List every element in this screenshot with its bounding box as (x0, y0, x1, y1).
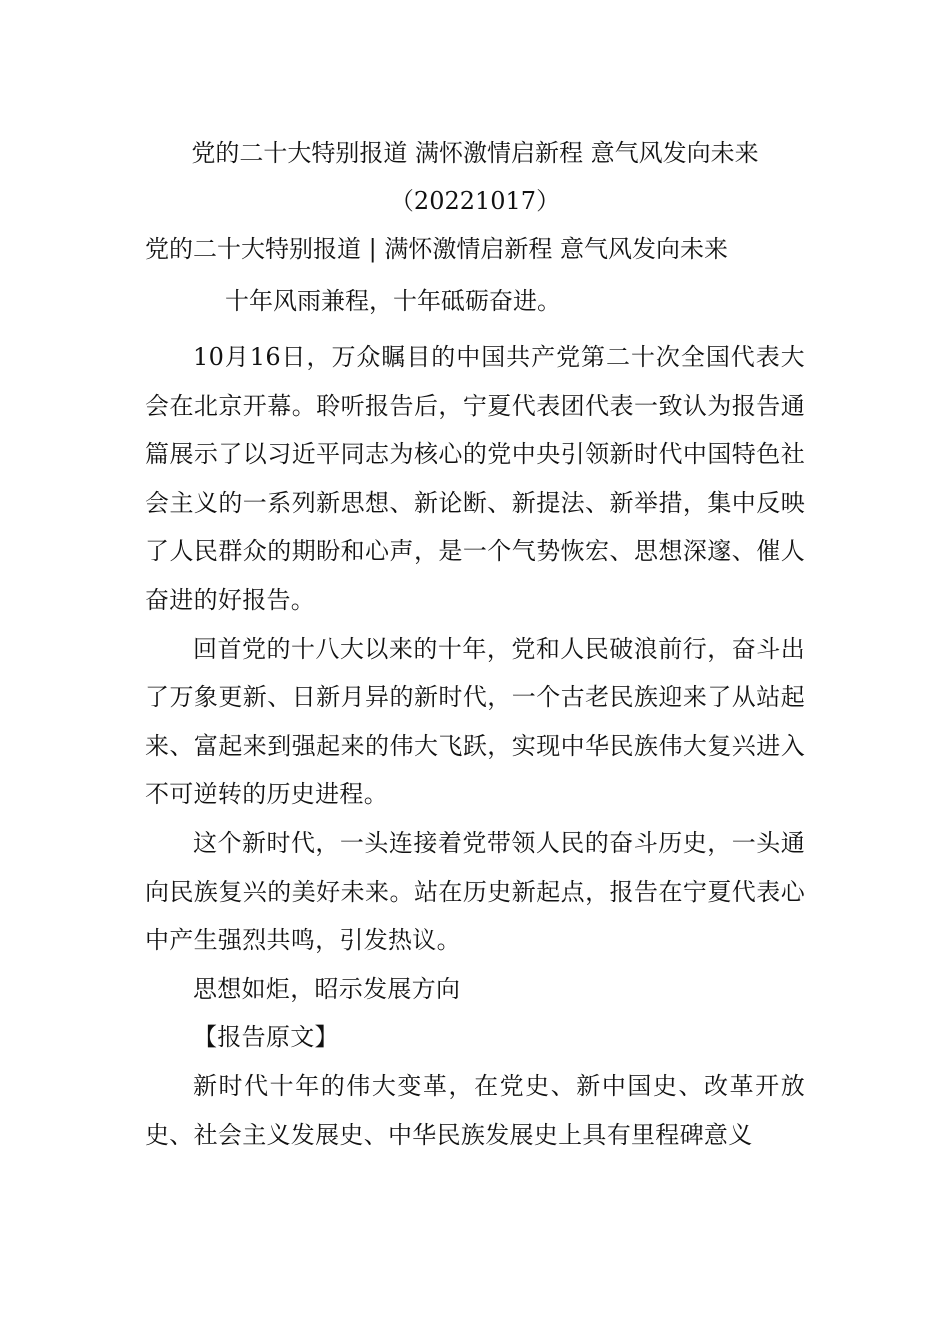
document-title-date: （20221017） (389, 187, 561, 215)
document-title: 党的二十大特别报道 满怀激情启新程 意气风发向未来 (191, 139, 759, 167)
article-body (145, 333, 805, 1159)
section-label: 【报告原文】 (193, 1023, 339, 1052)
paragraph: 10月16日，万众瞩目的中国共产党第二十次全国代表大会在北京开幕。聆听报告后，宁夏代表团代表一致认为报告通篇展示了以习近平同志为核心的党中央引领新时代中国特色社会主义的一系列新思想、新论断、新提法、新举措，集中反映了人民群众的期盼和心声，是一个气势恢宏、思想深邃、催人奋进的好报告。 (145, 343, 805, 614)
lead-sentence: 十年风雨兼程，十年砥砺奋进。 (225, 287, 561, 315)
section-heading: 思想如炬，昭示发展方向 (193, 974, 461, 1003)
document-subtitle: 党的二十大特别报道 | 满怀激情启新程 意气风发向未来 (145, 235, 728, 263)
paragraph: 回首党的十八大以来的十年，党和人民破浪前行，奋斗出了万象更新、日新月异的新时代，一个古老民族迎来了从站起来、富起来到强起来的伟大飞跃，实现中华民族伟大复兴进入不可逆转的历史进程。 (145, 634, 805, 809)
paragraph: 新时代十年的伟大变革，在党史、新中国史、改革开放史、社会主义发展史、中华民族发展史上具有里程碑意义 (145, 1071, 805, 1149)
paragraph: 这个新时代，一头连接着党带领人民的奋斗历史，一头通向民族复兴的美好未来。站在历史新起点，报告在宁夏代表心中产生强烈共鸣，引发热议。 (145, 828, 805, 955)
